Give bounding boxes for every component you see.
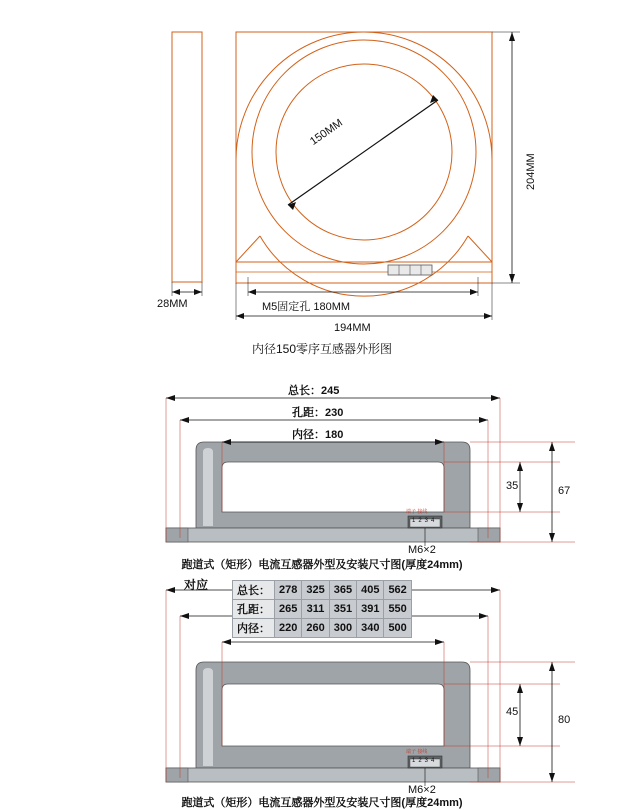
cell-hole-spacing-3: 351: [329, 600, 356, 619]
row-label-hole-spacing: 孔距：: [233, 600, 275, 619]
cell-total-length-2: 325: [302, 581, 329, 600]
dim-screw-m6: M6×2: [408, 544, 436, 556]
figure-2: [0, 380, 644, 580]
cell-inner-diameter-1: 220: [275, 619, 302, 638]
cell-total-length-4: 405: [357, 581, 384, 600]
terminal-top-label: 端子 接线: [406, 749, 428, 755]
figure-3: [0, 578, 644, 809]
figure-1: [0, 0, 644, 360]
dimension-table: [232, 580, 412, 638]
cell-hole-spacing-2: 311: [302, 600, 329, 619]
cell-total-length-1: 278: [275, 581, 302, 600]
cell-hole-spacing-4: 391: [357, 600, 384, 619]
cell-hole-spacing-5: 550: [384, 600, 411, 619]
terminal-numbers: 1234: [412, 518, 438, 524]
dim-total-width-194: 194MM: [334, 322, 371, 334]
cell-hole-spacing-1: 265: [275, 600, 302, 619]
dim-outer-height-80: 80: [558, 714, 571, 726]
dim-inner-diameter: 内径：180: [292, 429, 344, 441]
terminal-numbers: 1234: [412, 758, 438, 764]
dim-outer-height-67: 67: [558, 485, 571, 497]
cell-total-length-5: 562: [384, 581, 411, 600]
cell-total-length-3: 365: [329, 581, 356, 600]
terminal-top-label: 端子 接线: [406, 509, 428, 515]
dim-hole-spacing: 孔距：230: [292, 407, 344, 419]
table-row: [233, 581, 412, 600]
dim-m5-hole-180: M5固定孔 180MM: [262, 301, 351, 313]
dim-thickness-28: 28MM: [157, 298, 188, 310]
table-row: [233, 600, 412, 619]
dim-inner-height-45: 45: [506, 706, 519, 718]
row-label-total-length: 总长：: [233, 581, 275, 600]
dim-height-204: 204MM: [525, 153, 537, 190]
table-row: [233, 619, 412, 638]
dim-total-length: 总长：245: [288, 385, 340, 397]
cell-inner-diameter-4: 340: [357, 619, 384, 638]
dim-inner-diameter-150: 150MM: [308, 116, 345, 148]
figure-3-caption: 跑道式（矩形）电流互感器外型及安装尺寸图(厚度24mm): [181, 797, 463, 809]
cell-inner-diameter-3: 300: [329, 619, 356, 638]
corresponding-label: 对应: [184, 578, 209, 592]
cell-inner-diameter-5: 500: [384, 619, 411, 638]
cell-inner-diameter-2: 260: [302, 619, 329, 638]
figure-1-caption: 内径150零序互感器外形图: [251, 342, 393, 356]
figure-2-caption: 跑道式（矩形）电流互感器外型及安装尺寸图(厚度24mm): [181, 559, 463, 571]
row-label-inner-diameter: 内径：: [233, 619, 275, 638]
dim-inner-height-35: 35: [506, 480, 519, 492]
dim-screw-m6: M6×2: [408, 784, 436, 796]
